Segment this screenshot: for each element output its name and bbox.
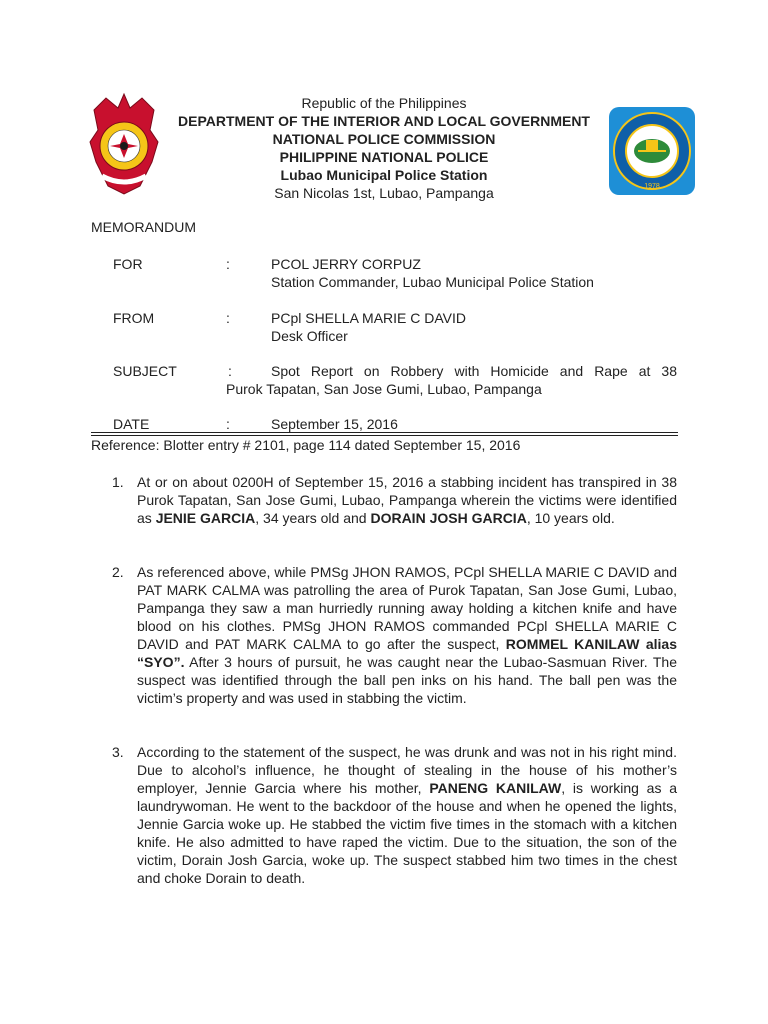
from-colon: : (226, 310, 230, 326)
p1-text-d: , 10 years old. (526, 510, 615, 526)
p2-text-a: As referenced above, while PMSg JHON RAMOS, PCpl SHELLA MARIE C DAVID and PAT MARK CALMA was patrolling the area of Purok Tapatan, San Jose Gumi, Lubao, Pampanga they saw a man hurriedly running away holding a kitchen knife and have blood on his clothes. PMSg JHON RAMOS commanded PCpl SHELLA MARIE C DAVID and PAT MARK CALMA to go after the suspect, (137, 564, 677, 652)
blotter-reference: Reference: Blotter entry # 2101, page 114 dated September 15, 2016 (91, 437, 521, 453)
lubao-police-station-seal-logo (608, 106, 696, 196)
p3-text-a: According to the statement of the suspect, he was drunk and was not in his right mind. Due to alcohol’s influence, he thought of stealing in the house of his mother’s employer, Jennie Garcia where his mother, (137, 744, 677, 796)
p1-text-c: , 34 years old and (255, 510, 371, 526)
paragraph-2-number: 2. (112, 564, 124, 580)
p2-text-c: After 3 hours of pursuit, he was caught near the Lubao-Sasmuan River. The suspect was identified through the ball pen inks on his hand. The ball pen was the victim’s property and was used in stabbing the victim. (137, 654, 677, 706)
for-name: PCOL JERRY CORPUZ (271, 256, 421, 272)
header-station: Lubao Municipal Police Station (280, 167, 488, 183)
header-address: San Nicolas 1st, Lubao, Pampanga (274, 185, 494, 201)
mother-name: PANENG KANILAW (429, 780, 562, 796)
subject-line2: Purok Tapatan, San Jose Gumi, Lubao, Pampanga (226, 381, 542, 397)
p3-text-c: , is working as a laundrywoman. He went to the backdoor of the house and when he opened the lights, Jennie Garcia woke up. He stabbed the victim five times in the stomach with a kitchen knife. He also admitted to have raped the victim. Due to the situation, the son of the victim, Dorain Josh Garcia, woke up. The suspect stabbed him two times in the chest and choke Dorain to death. (137, 780, 677, 886)
victim-name-jenie: JENIE GARCIA (155, 510, 256, 526)
for-colon: : (226, 256, 230, 272)
subject-colon: : (228, 363, 232, 379)
victim-name-dorain: DORAIN JOSH GARCIA (370, 510, 527, 526)
date-colon: : (226, 416, 230, 432)
date-value: September 15, 2016 (271, 416, 398, 432)
paragraph-1-number: 1. (112, 474, 124, 490)
letterhead (150, 94, 618, 202)
header-republic: Republic of the Philippines (301, 95, 467, 111)
from-position: Desk Officer (271, 328, 348, 344)
paragraph-3 (137, 743, 677, 887)
paragraph-3-number: 3. (112, 744, 124, 760)
for-label: FOR (113, 256, 143, 272)
divider-line-top (91, 432, 678, 433)
seal-year: 1978 (644, 183, 660, 190)
paragraph-2 (137, 563, 677, 707)
subject-line1: Spot Report on Robbery with Homicide and Rape at 38 (271, 363, 677, 379)
memorandum-title: MEMORANDUM (91, 219, 196, 235)
header-commission: NATIONAL POLICE COMMISSION (272, 131, 496, 147)
subject-label: SUBJECT (113, 363, 177, 379)
p1-text-a: At or on about 0200H of September 15, 2016 a stabbing incident has transpired in 38 Purok Tapatan, San Jose Gumi, Lubao, Pampanga wherein the victims were identified as (137, 474, 677, 526)
from-label: FROM (113, 310, 155, 326)
suspect-name: ROMMEL KANILAW alias “SYO”. (137, 636, 678, 670)
from-name: PCpl SHELLA MARIE C DAVID (271, 310, 467, 326)
date-label: DATE (113, 416, 150, 432)
header-department: DEPARTMENT OF THE INTERIOR AND LOCAL GOVERNMENT (178, 113, 590, 129)
for-position: Station Commander, Lubao Municipal Police Station (271, 274, 594, 290)
paragraph-1 (137, 473, 677, 527)
header-pnp: PHILIPPINE NATIONAL POLICE (279, 149, 489, 165)
